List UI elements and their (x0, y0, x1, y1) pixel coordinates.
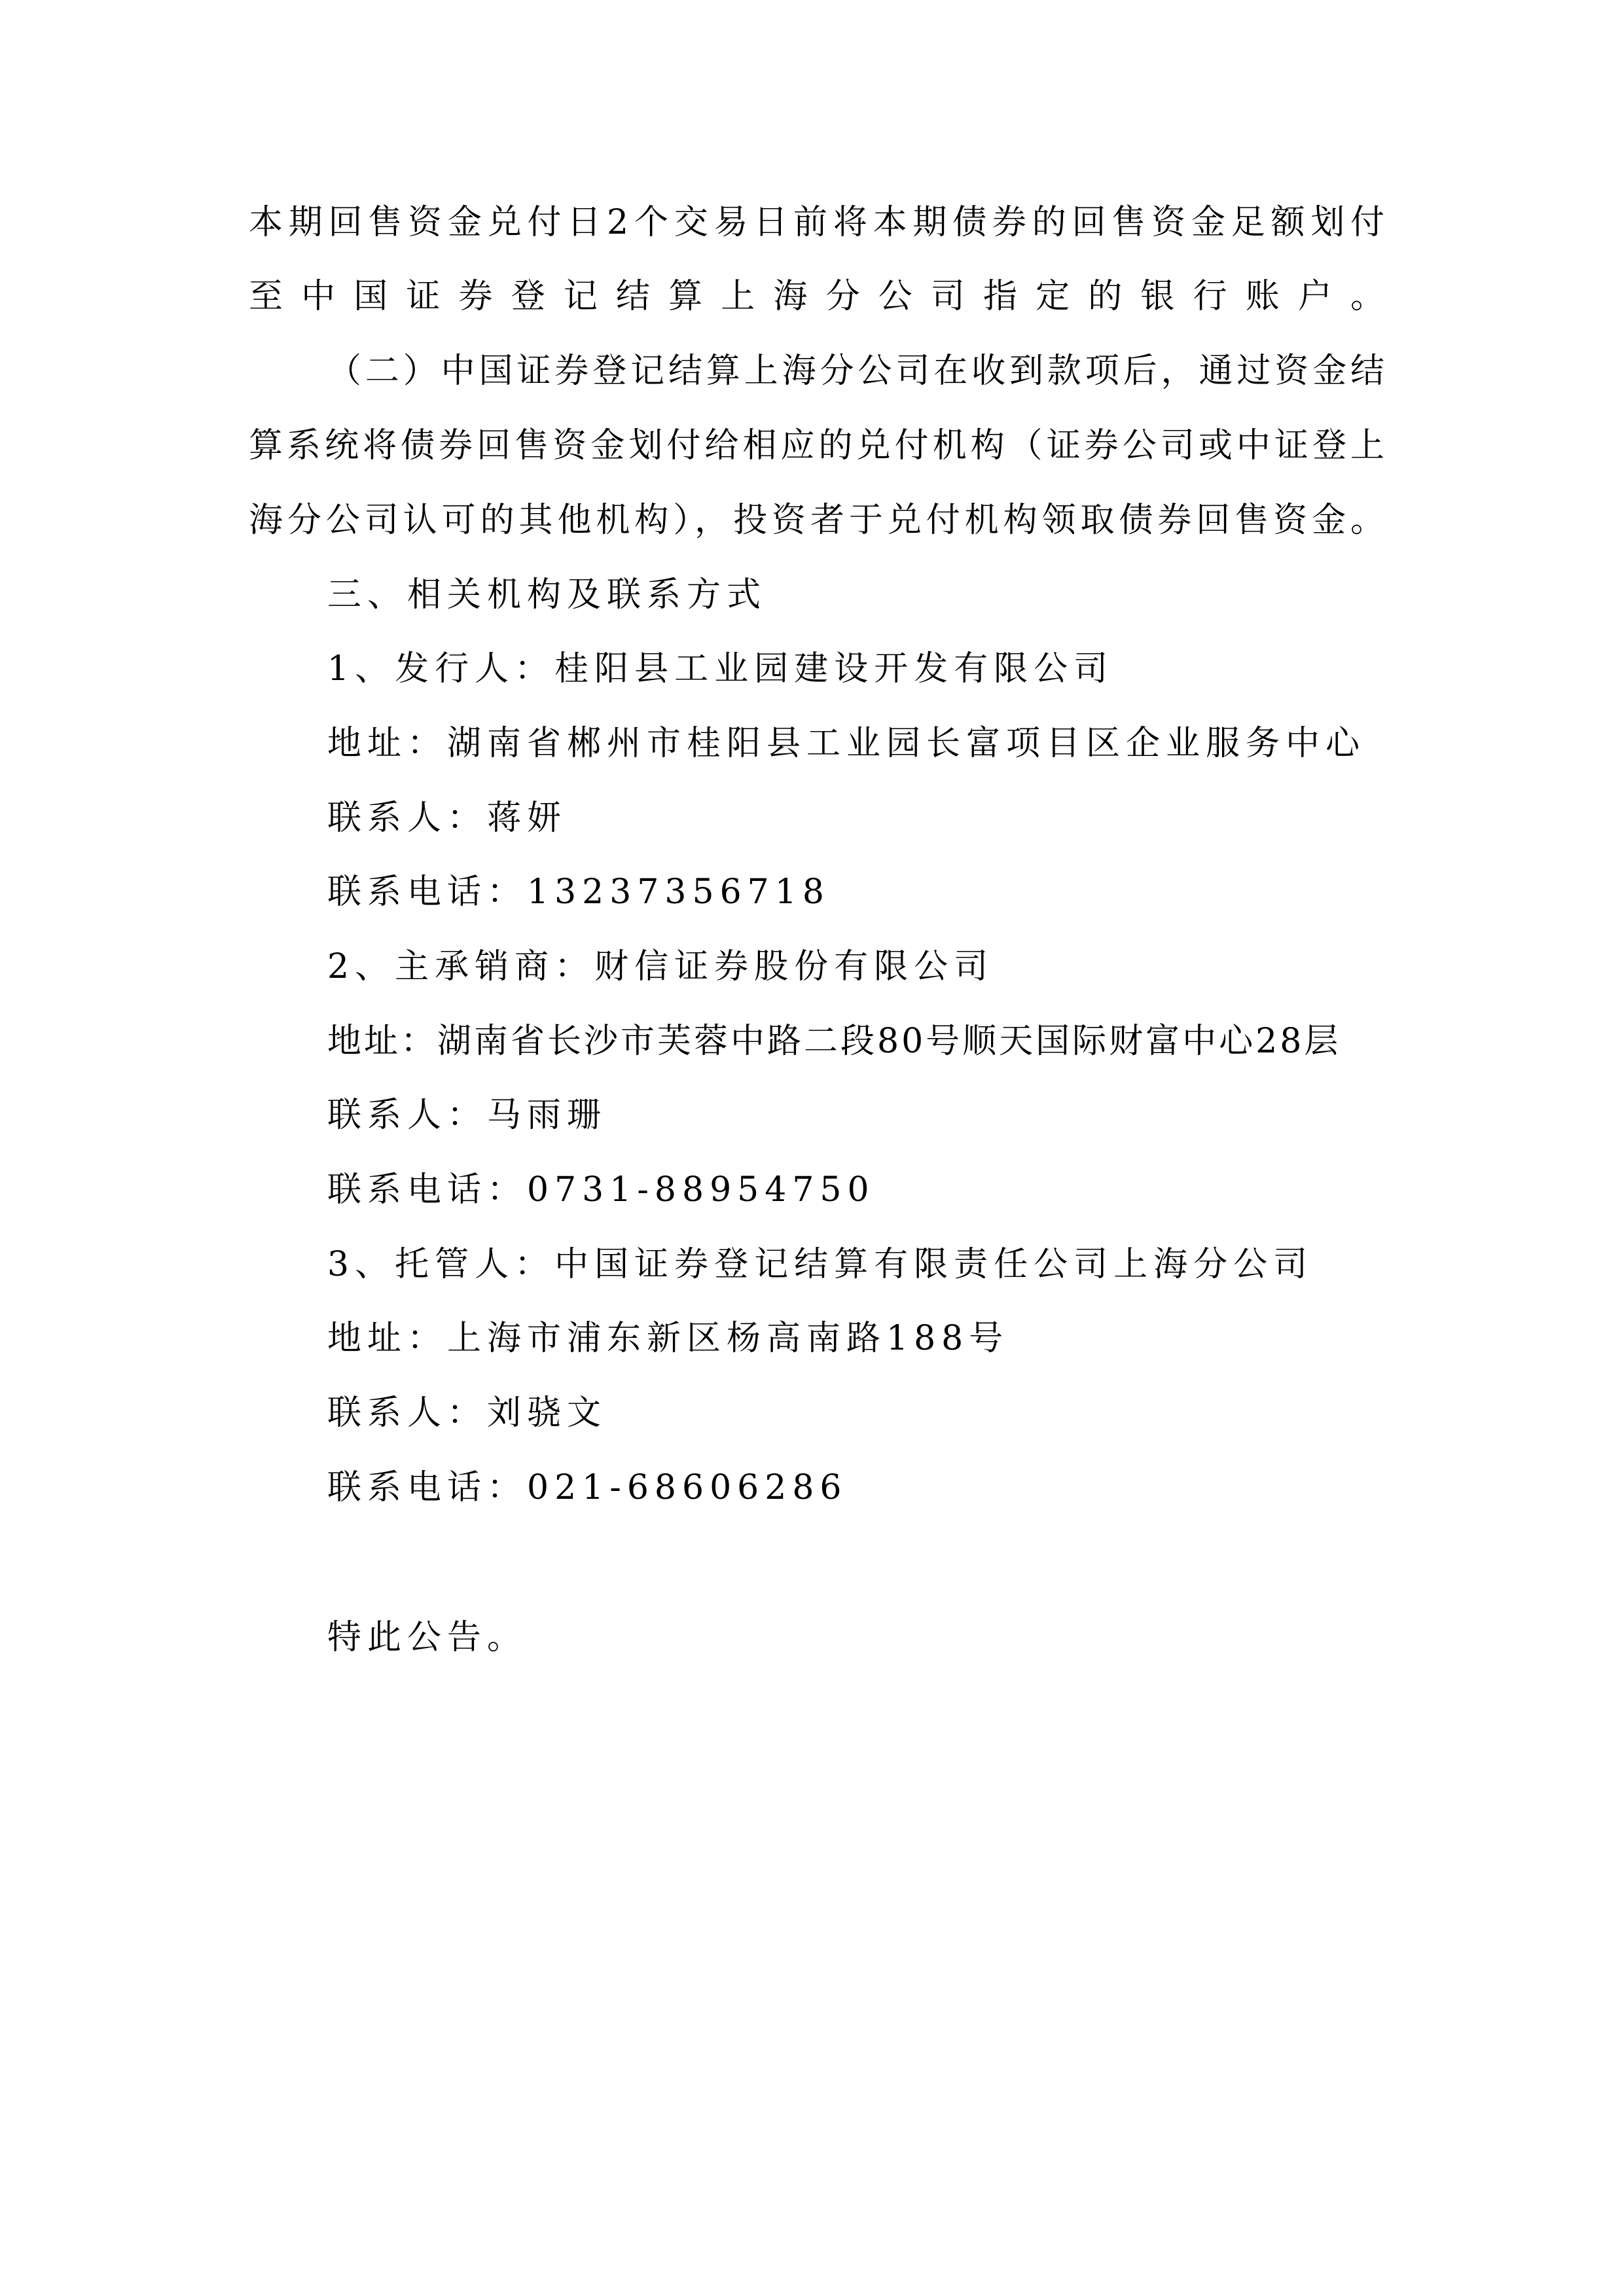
custodian-contact-person: 联系人：刘骁文 (327, 1393, 607, 1433)
paragraph-line: 海分公司认可的其他机构），投资者于兑付机构领取债券回售资金。 (249, 501, 1384, 540)
issuer-title: 1、发行人：桂阳县工业园建设开发有限公司 (327, 649, 1114, 689)
underwriter-contact-person: 联系人：马雨珊 (327, 1096, 607, 1135)
issuer-address: 地址：湖南省郴州市桂阳县工业园长富项目区企业服务中心 (327, 724, 1366, 763)
paragraph-line: （二）中国证券登记结算上海分公司在收到款项后，通过资金结 (327, 351, 1384, 391)
underwriter-phone: 联系电话：0731-88954750 (327, 1170, 875, 1210)
paragraph-line: 至中国证券登记结算上海分公司指定的银行账户。 (249, 277, 1384, 316)
section-heading: 三、相关机构及联系方式 (327, 575, 767, 615)
issuer-contact-person: 联系人：蒋妍 (327, 798, 568, 838)
issuer-phone: 联系电话：13237356718 (327, 872, 830, 912)
underwriter-address: 地址：湖南省长沙市芙蓉中路二段80号顺天国际财富中心28层 (327, 1022, 1341, 1061)
custodian-title: 3、托管人：中国证券登记结算有限责任公司上海分公司 (327, 1245, 1314, 1284)
paragraph-line: 本期回售资金兑付日2个交易日前将本期债券的回售资金足额划付 (249, 203, 1384, 242)
custodian-phone: 联系电话：021-68606286 (327, 1468, 848, 1507)
paragraph-line: 算系统将债券回售资金划付给相应的兑付机构（证券公司或中证登上 (249, 426, 1384, 465)
custodian-address: 地址：上海市浦东新区杨高南路188号 (327, 1319, 1009, 1358)
closing-statement: 特此公告。 (327, 1618, 528, 1657)
underwriter-title: 2、主承销商：财信证券股份有限公司 (327, 947, 994, 986)
